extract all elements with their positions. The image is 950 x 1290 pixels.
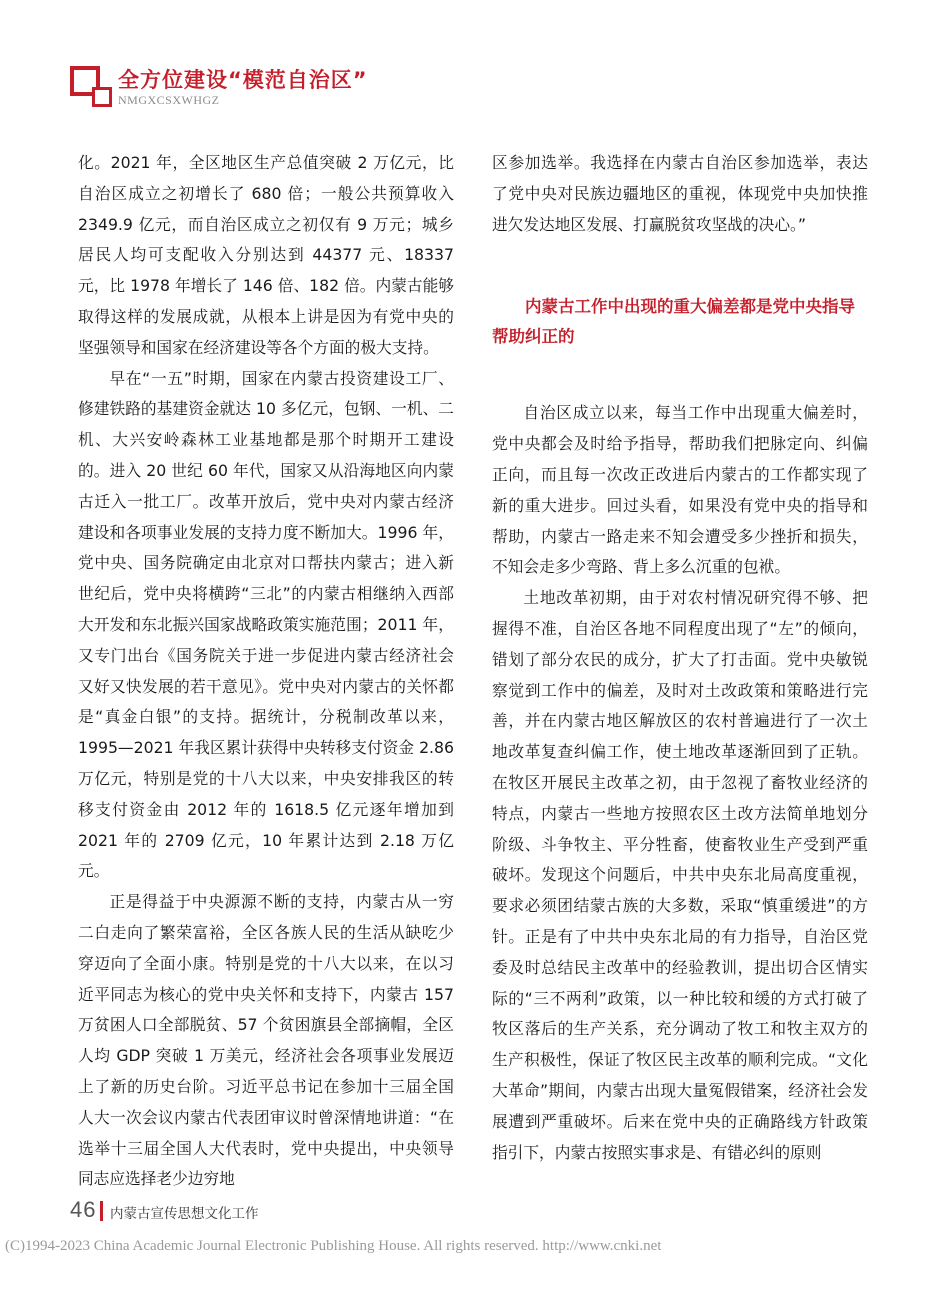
footer-divider (100, 1201, 103, 1221)
paragraph: 自治区成立以来，每当工作中出现重大偏差时，党中央都会及时给予指导，帮助我们把脉定向、纠偏正向，而且每一次改正改进后内蒙古的工作都实现了新的重大进步。回过头看，如果没有党中央的指导和帮助，内蒙古一路走来不知会遭受多少挫折和损失，不知会走多少弯路、背上多么沉重的包袱。 (492, 403, 868, 577)
page-number: 46 (70, 1197, 97, 1222)
logo-small-square (92, 87, 112, 107)
paragraph: 土地改革初期，由于对农村情况研究得不够、把握得不准，自治区各地不同程度出现了“左”的倾向，错划了部分农民的成分，扩大了打击面。党中央敏锐察觉到工作中的偏差，及时对土改政策和策略进行完善，并在内蒙古地区解放区的农村普遍进行了一次土地改革复查纠偏工作，使土地改革逐渐回到了正轨。在牧区开展民主改革之初，由于忽视了畜牧业经济的特点，内蒙古一些地方按照农区土改方法简单地划分阶级、斗争牧主、平分牲畜，使畜牧业生产受到严重破坏。发现这个问题后，中共中央东北局高度重视，要求必须团结蒙古族的大多数，采取“慎重缓进”的方针。正是有了中共中央东北局的有力指导，自治区党委及时总结民主改革中的经验教训，提出切合区情实际的“三不两利”政策，以一种比较和缓的方式打破了牧区落后的生产关系，充分调动了牧工和牧主双方的生产积极性，保证了牧区民主改革的顺利完成。“文化大革命”期间，内蒙古出现大量冤假错案，经济社会发展遭到严重破坏。后来在党中央的正确路线方针政策指引下，内蒙古按照实事求是、有错必纠的原则 (492, 588, 868, 1162)
paragraph: 早在“一五”时期，国家在内蒙古投资建设工厂、修建铁路的基建资金就达 10 多亿元，包钢、一机、二机、大兴安岭森林工业基地都是那个时期开工建设的。进入 20 世纪 60 年代，国家又从沿海地区向内蒙古迁入一批工厂。改革开放后，党中央对内蒙古经济建设和各项事业发展的支持力度不断加大。1996 年，党中央、国务院确定由北京对口帮扶内蒙古；进入新世纪后，党中央将横跨“三北”的内蒙古相继纳入西部大开发和东北振兴国家战略政策实施范围；2011 年，又专门出台《国务院关于进一步促进内蒙古经济社会又好又快发展的若干意见》。党中央对内蒙古的关怀都是“真金白银”的支持。据统计，分税制改革以来，1995—2021 年我区累计获得中央转移支付资金 2.86 万亿元，特别是党的十八大以来，中央安排我区的转移支付资金由 2012 年的 1618.5 亿元逐年增加到 2021 年的 2709 亿元，10 年累计达到 2.18 万亿元。 (78, 368, 454, 881)
copyright-notice: (C)1994-2023 China Academic Journal Electronic Publishing House. All rights reserved. http://www.cnki.net (5, 1238, 662, 1254)
magazine-logo (70, 66, 116, 106)
column-subtitle: NMGXCSXWHGZ (118, 93, 220, 107)
left-column (78, 148, 454, 1195)
column-title: 全方位建设“模范自治区” (118, 68, 368, 92)
paragraph: 区参加选举。我选择在内蒙古自治区参加选举，表达了党中央对民族边疆地区的重视，体现党中央加快推进欠发达地区发展、打赢脱贫攻坚战的决心。” (492, 153, 868, 234)
right-column (492, 148, 868, 1168)
paragraph: 化。2021 年，全区地区生产总值突破 2 万亿元，比自治区成立之初增长了 680 倍；一般公共预算收入 2349.9 亿元，而自治区成立之初仅有 9 万元；城乡居民人均可支配收入分别达到 44377 元、18337 元，比 1978 年增长了 146 倍、182 倍。内蒙古能够取得这样的发展成就，从根本上讲是因为有党中央的坚强领导和国家在经济建设等各个方面的极大支持。 (78, 153, 454, 357)
section-heading: 内蒙古工作中出现的重大偏差都是党中央指导帮助纠正的 (492, 297, 855, 347)
magazine-name: 内蒙古宣传思想文化工作 (110, 1206, 259, 1222)
paragraph: 正是得益于中央源源不断的支持，内蒙古从一穷二白走向了繁荣富裕，全区各族人民的生活从缺吃少穿迈向了全面小康。特别是党的十八大以来，在以习近平同志为核心的党中央关怀和支持下，内蒙古 157 万贫困人口全部脱贫、57 个贫困旗县全部摘帽，全区人均 GDP 突破 1 万美元，经济社会各项事业发展迈上了新的历史台阶。习近平总书记在参加十三届全国人大一次会议内蒙古代表团审议时曾深情地讲道：“在选举十三届全国人大代表时，党中央提出，中央领导同志应选择老少边穷地 (78, 892, 454, 1189)
